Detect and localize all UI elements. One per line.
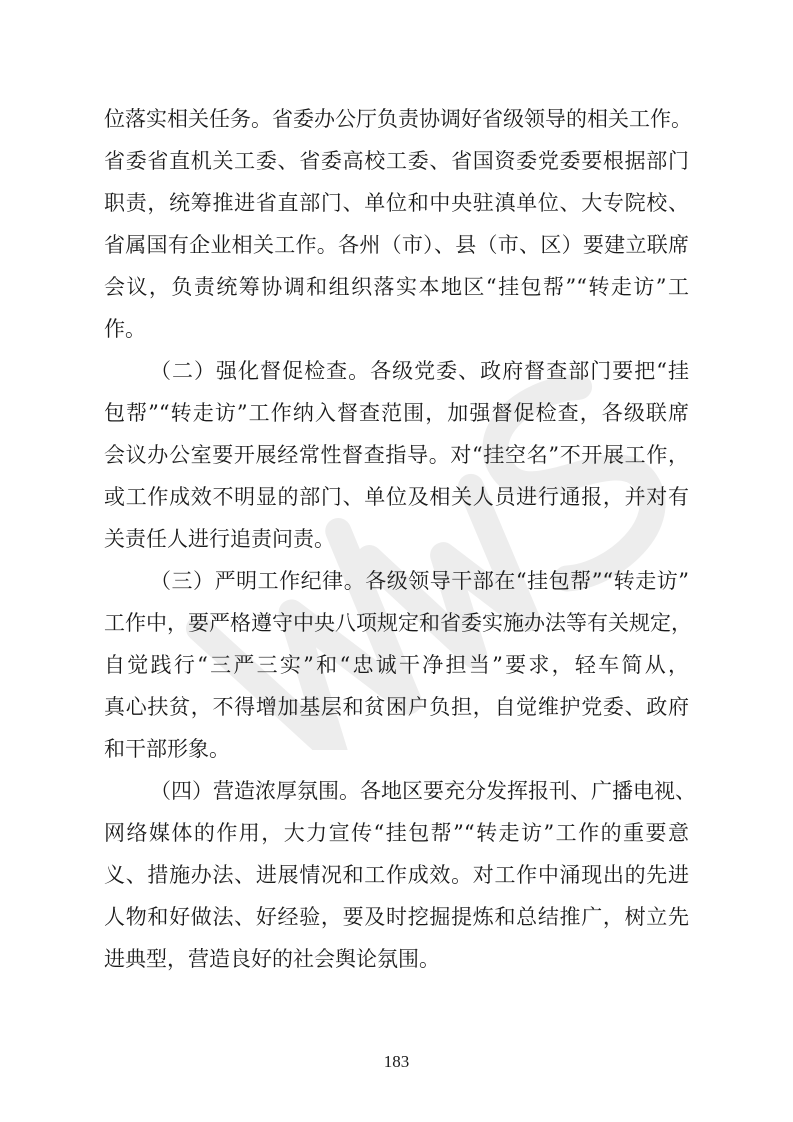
section-heading-line: （二）强化督促检查。各级党委、政府督查部门要把“挂 bbox=[150, 359, 689, 383]
text-line: 位落实相关任务。省委办公厅负责协调好省级领导的相关工作。 bbox=[104, 107, 692, 131]
text-line: 会议办公室要开展经常性督查指导。对“挂空名”不开展工作， bbox=[104, 443, 689, 467]
text-line: 包帮”“转走访”工作纳入督查范围，加强督促检查，各级联席 bbox=[104, 401, 689, 425]
text-line: 真心扶贫，不得增加基层和贫困户负担，自觉维护党委、政府 bbox=[104, 695, 689, 719]
text-line: 工作中，要严格遵守中央八项规定和省委实施办法等有关规定， bbox=[104, 611, 692, 635]
text-line: 人物和好做法、好经验，要及时挖掘提炼和总结推广，树立先 bbox=[104, 905, 689, 929]
text-line: 关责任人进行追责问责。 bbox=[104, 527, 335, 551]
text-line: 会议，负责统筹协调和组织落实本地区“挂包帮”“转走访”工 bbox=[104, 275, 689, 299]
text-line: 省委省直机关工委、省委高校工委、省国资委党委要根据部门 bbox=[104, 149, 689, 173]
text-line: 网络媒体的作用，大力宣传“挂包帮”“转走访”工作的重要意 bbox=[104, 821, 689, 845]
page-number: 183 bbox=[383, 1052, 410, 1071]
text-line: 进典型，营造良好的社会舆论氛围。 bbox=[104, 947, 440, 971]
section-heading-line: （四）营造浓厚氛围。各地区要充分发挥报刊、广播电视、 bbox=[150, 779, 696, 803]
text-line: 作。 bbox=[104, 317, 146, 341]
text-line: 义、措施办法、进展情况和工作成效。对工作中涌现出的先进 bbox=[104, 863, 689, 887]
text-line: 或工作成效不明显的部门、单位及相关人员进行通报，并对有 bbox=[104, 485, 689, 509]
text-line: 和干部形象。 bbox=[104, 737, 230, 761]
text-line: 自觉践行“三严三实”和“忠诚干净担当”要求，轻车简从， bbox=[104, 653, 689, 677]
text-line: 职责，统筹推进省直部门、单位和中央驻滇单位、大专院校、 bbox=[104, 191, 689, 215]
text-line: 省属国有企业相关工作。各州（市）、县（市、区）要建立联席 bbox=[104, 233, 689, 257]
section-heading-line: （三）严明工作纪律。各级领导干部在“挂包帮”“转走访” bbox=[150, 569, 689, 593]
